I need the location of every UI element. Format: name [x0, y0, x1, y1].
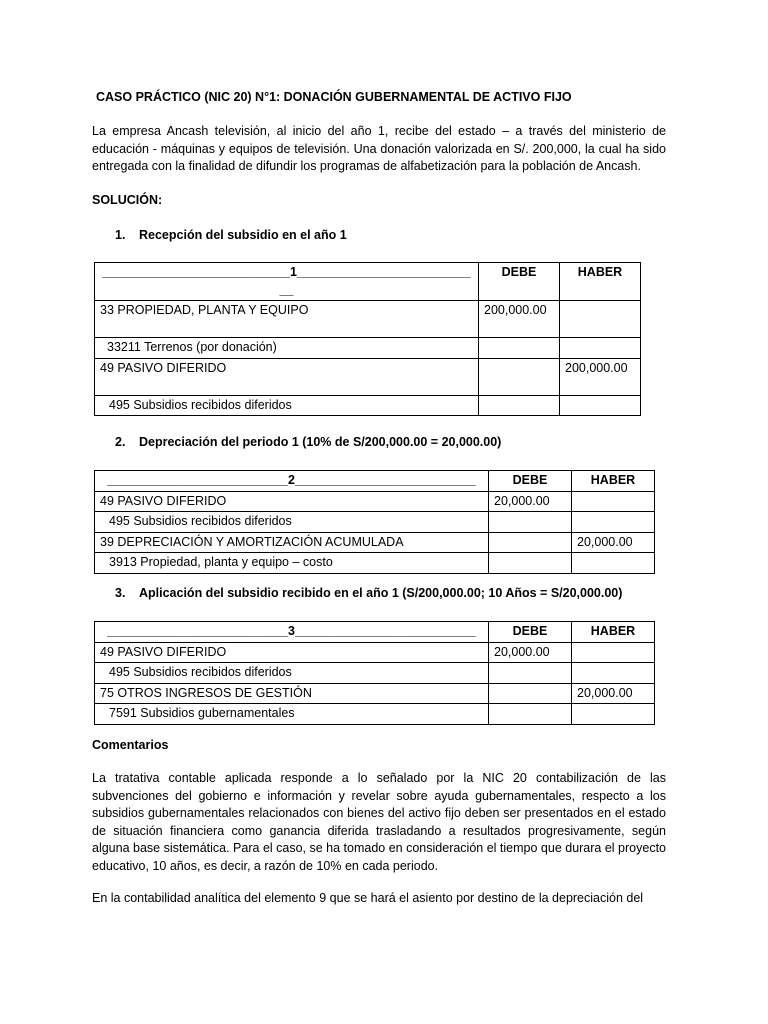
haber-cell — [572, 642, 655, 663]
haber-cell — [560, 301, 641, 338]
account-cell: 75 OTROS INGRESOS DE GESTIÓN — [95, 683, 489, 704]
table-row — [95, 301, 641, 338]
solucion-label: SOLUCIÓN: — [92, 193, 163, 207]
table-row — [95, 395, 641, 416]
journal-table-3 — [94, 621, 655, 725]
table-row — [95, 642, 655, 663]
section-1-number: 1. — [115, 228, 126, 242]
account-cell: 33 PROPIEDAD, PLANTA Y EQUIPO — [95, 301, 479, 338]
section-1-heading — [115, 227, 347, 245]
haber-cell: 20,000.00 — [572, 683, 655, 704]
subaccount-cell: 7591 Subsidios gubernamentales — [95, 704, 489, 725]
table-row — [95, 532, 655, 553]
subaccount-cell: 495 Subsidios recibidos diferidos — [95, 663, 489, 684]
table-header-row — [95, 263, 641, 301]
haber-cell — [560, 338, 641, 359]
journal-table-1 — [94, 262, 641, 416]
debe-header: DEBE — [489, 471, 572, 492]
debe-cell — [479, 395, 560, 416]
haber-header: HABER — [560, 263, 641, 301]
account-cell: 49 PASIVO DIFERIDO — [95, 642, 489, 663]
subaccount-cell: 495 Subsidios recibidos diferidos — [95, 395, 479, 416]
debe-cell — [489, 704, 572, 725]
debe-cell — [489, 663, 572, 684]
debe-header: DEBE — [479, 263, 560, 301]
section-3-heading — [115, 585, 622, 603]
table-row — [95, 358, 641, 395]
table-header-row — [95, 471, 655, 492]
table-row — [95, 704, 655, 725]
comment-paragraph-continued: En la contabilidad analítica del elemento 9 que se hará el asiento por destino de la depreciación del — [92, 891, 644, 905]
debe-cell — [489, 532, 572, 553]
debe-header: DEBE — [489, 622, 572, 643]
section-2-heading — [115, 434, 501, 452]
account-cell: 39 DEPRECIACIÓN Y AMORTIZACIÓN ACUMULADA — [95, 532, 489, 553]
section-3-title: Aplicación del subsidio recibido en el año 1 (S/200,000.00; 10 Años = S/20,000.00) — [139, 586, 623, 600]
haber-cell — [572, 491, 655, 512]
table-row — [95, 663, 655, 684]
table-row — [95, 338, 641, 359]
haber-header: HABER — [572, 622, 655, 643]
comentarios-heading: Comentarios — [92, 738, 169, 752]
subaccount-cell: 495 Subsidios recibidos diferidos — [95, 512, 489, 533]
section-2-title: Depreciación del periodo 1 (10% de S/200,000.00 = 20,000.00) — [139, 435, 502, 449]
debe-cell: 20,000.00 — [489, 491, 572, 512]
debe-cell — [479, 358, 560, 395]
haber-cell — [572, 553, 655, 574]
document-title: CASO PRÁCTICO (NIC 20) N°1: DONACIÓN GUBERNAMENTAL DE ACTIVO FIJO — [96, 90, 572, 104]
entry-number-header: __________________________3__________________________ — [95, 622, 489, 643]
subaccount-cell: 3913 Propiedad, planta y equipo – costo — [95, 553, 489, 574]
table-row — [95, 512, 655, 533]
table-row — [95, 553, 655, 574]
haber-cell: 20,000.00 — [572, 532, 655, 553]
account-cell: 49 PASIVO DIFERIDO — [95, 358, 479, 395]
haber-cell: 200,000.00 — [560, 358, 641, 395]
entry-number-header: __________________________2__________________________ — [95, 471, 489, 492]
section-1-title: Recepción del subsidio en el año 1 — [139, 228, 347, 242]
haber-header: HABER — [572, 471, 655, 492]
account-cell: 49 PASIVO DIFERIDO — [95, 491, 489, 512]
haber-cell — [560, 395, 641, 416]
haber-cell — [572, 704, 655, 725]
debe-cell — [489, 683, 572, 704]
debe-cell — [479, 338, 560, 359]
debe-cell — [489, 512, 572, 533]
journal-table-2 — [94, 470, 655, 574]
debe-cell — [489, 553, 572, 574]
haber-cell — [572, 663, 655, 684]
table-header-row — [95, 622, 655, 643]
section-3-number: 3. — [115, 586, 126, 600]
comment-paragraph: La tratativa contable aplicada responde a lo señalado por la NIC 20 contabilización de las subvenciones del gobierno e información y revelar sobre ayuda gubernamentales, respecto a los subsidios gubernamentales relacionados con bienes del activo fijo deben ser presentados en el estado de situación financiera como ganancia diferida trasladando a resultados progresivamente, según alguna base sistemática. Para el caso, se ha tomado en consideración el tiempo que durara el proyecto educativo, 10 años, es decir, a razón de 10% en cada periodo. — [92, 771, 666, 873]
table-row — [95, 491, 655, 512]
subaccount-cell: 33211 Terrenos (por donación) — [95, 338, 479, 359]
debe-cell: 20,000.00 — [489, 642, 572, 663]
section-2-number: 2. — [115, 435, 126, 449]
intro-paragraph: La empresa Ancash televisión, al inicio del año 1, recibe del estado – a través del ministerio de educación - máquinas y equipos de televisión. Una donación valorizada en S/. 200,000, la cual ha sido entregada con la finalidad de difundir los programas de alfabetización para la población de Ancash. — [92, 124, 666, 173]
haber-cell — [572, 512, 655, 533]
debe-cell: 200,000.00 — [479, 301, 560, 338]
entry-number-header: ___________________________1___________________________ — [95, 263, 479, 301]
table-row — [95, 683, 655, 704]
